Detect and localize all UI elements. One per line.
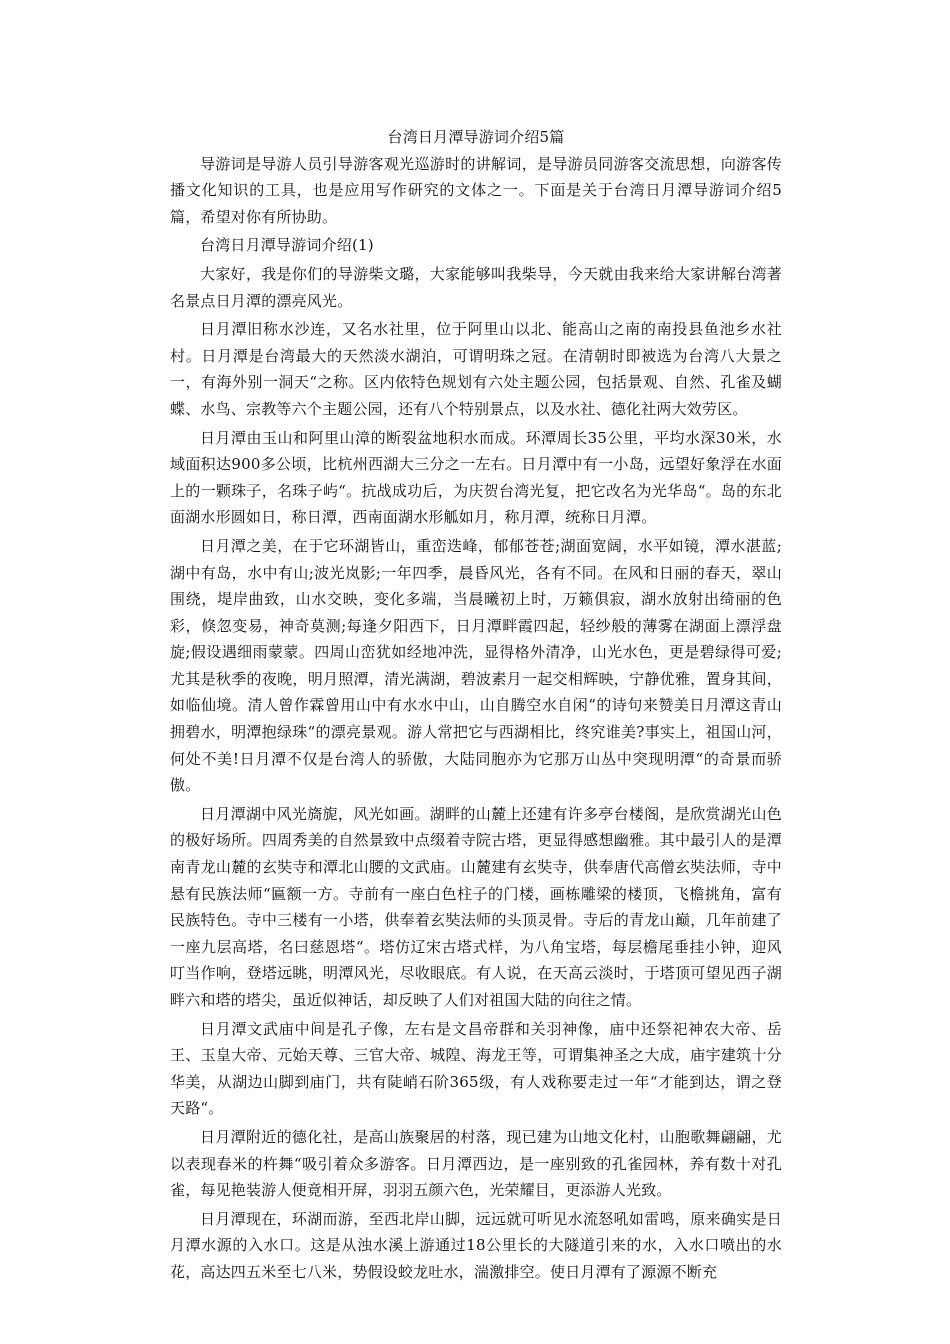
intro-paragraph: 导游词是导游人员引导游客观光巡游时的讲解词，是导游员同游客交流思想，向游客传播文化知识的工具，也是应用写作研究的文体之一。下面是关于台湾日月潭导游词介绍5篇，希望对你有所协助。: [170, 154, 782, 226]
body-paragraph: 日月潭旧称水沙连，又名水社里，位于阿里山以北、能高山之南的南投县鱼池乡水社村。日月潭是台湾最大的天然淡水湖泊，可谓明珠之冠。在清朝时即被选为台湾八大景之一，有海外别一洞天“之称。区内依特色规划有六处主题公园，包括景观、自然、孔雀及蝴蝶、水鸟、宗教等六个主题公园，还有八个特别景点，以及水社、德化社两大效劳区。: [170, 320, 782, 418]
body-paragraph: 日月潭由玉山和阿里山漳的断裂盆地积水而成。环潭周长35公里，平均水深30米，水域面积达900多公顷，比杭州西湖大三分之一左右。日月潭中有一小岛，远望好象浮在水面上的一颗珠子，名珠子屿“。抗战成功后，为庆贺台湾光复，把它改名为光华岛“。岛的东北面湖水形圆如日，称日潭，西南面湖水形觚如月，称月潭，统称日月潭。: [170, 428, 782, 527]
body-paragraph: 日月潭附近的德化社，是高山族聚居的村落，现已建为山地文化村，山胞歌舞翩翩，尤以表现春米的杵舞“吸引着众多游客。日月潭西边，是一座别致的孔雀园林，养有数十对孔雀，每见艳装游人便竟相开屏，羽羽五颜六色，光荣耀目，更添游人光致。: [170, 1127, 782, 1200]
body-paragraph: 日月潭之美，在于它环湖皆山，重峦迭峰，郁郁苍苍;湖面宽阔，水平如镜，潭水湛蓝;湖中有岛，水中有山;波光岚影;一年四季，晨昏风光，各有不同。在风和日丽的春天，翠山围绕，堤岸曲致，山水交映，变化多端，当晨曦初上时，万籁俱寂，湖水放射出绮丽的色彩，倏忽变易，神奇莫测;每逢夕阳西下，日月潭畔霞四起，轻纱般的薄雾在湖面上漂浮盘旋;假设遇细雨蒙蒙。四周山峦犹如经地冲洗，显得格外清净，山光水色，更是碧绿得可爱;尤其是秋季的夜晚，明月照潭，清光满湖，碧波素月一起交相辉映，宁静优雅，置身其间，如临仙境。清人曾作霖曾用山中有水水中山，山自腾空水自闲“的诗句来赞美日月潭这青山拥碧水，明潭抱绿珠“的漂亮景观。游人常把它与西湖相比，终究谁美?事实上，祖国山河，何处不美!日月潭不仅是台湾人的骄傲，大陆同胞亦为它那万山丛中突现明潭“的奇景而骄傲。: [170, 536, 782, 795]
body-paragraph: 日月潭湖中风光旖旎，风光如画。湖畔的山麓上还建有许多亭台楼阁，是欣赏湖光山色的极好场所。四周秀美的自然景致中点缀着寺院古塔，更显得感想幽雅。其中最引人的是潭南青龙山麓的玄奘寺和潭北山腰的文武庙。山麓建有玄奘寺，供奉唐代高僧玄奘法师，寺中悬有民族法师“匾额一方。寺前有一座白色柱子的门楼，画栋雕梁的楼顶，飞檐挑角，富有民族特色。寺中三楼有一小塔，供奉着玄奘法师的头顶灵骨。寺后的青龙山巅，几年前建了一座九层高塔，名曰慈恩塔“。塔仿辽宋古塔式样，为八角宝塔，每层檐尾垂挂小钟，迎风叮当作响，登塔远眺，明潭风光，尽收眼底。有人说，在天高云淡时，于塔顶可望见西子湖畔六和塔的塔尖，虽近似神话，却反映了人们对祖国大陆的向往之情。: [170, 804, 782, 1009]
body-paragraph: 日月潭现在，环湖而游，至西北岸山脚，远远就可听见水流怒吼如雷鸣，原来确实是日月潭水源的入水口。这是从浊水溪上游通过18公里长的大隧道引来的水，入水口喷出的水花，高达四五米至七八米，势假设蛟龙吐水，湍激排空。使日月潭有了源源不断充: [170, 1209, 782, 1281]
body-paragraph: 日月潭文武庙中间是孔子像，左右是文昌帝群和关羽神像，庙中还祭祀神农大帝、岳王、玉皇大帝、元始天尊、三官大帝、城隍、海龙王等，可谓集神圣之大成，庙宇建筑十分华美，从湖边山脚到庙门，共有陡峭石阶365级，有人戏称要走过一年“才能到达，谓之登天路“。: [170, 1019, 782, 1118]
body-paragraph: 大家好，我是你们的导游柴文璐，大家能够叫我柴导，今天就由我来给大家讲解台湾著名景点日月潭的漂亮风光。: [170, 264, 782, 310]
section-heading: 台湾日月潭导游词介绍(1): [200, 236, 374, 255]
document-body: [170, 124, 782, 1286]
document-title: 台湾日月潭导游词介绍5篇: [387, 128, 565, 146]
